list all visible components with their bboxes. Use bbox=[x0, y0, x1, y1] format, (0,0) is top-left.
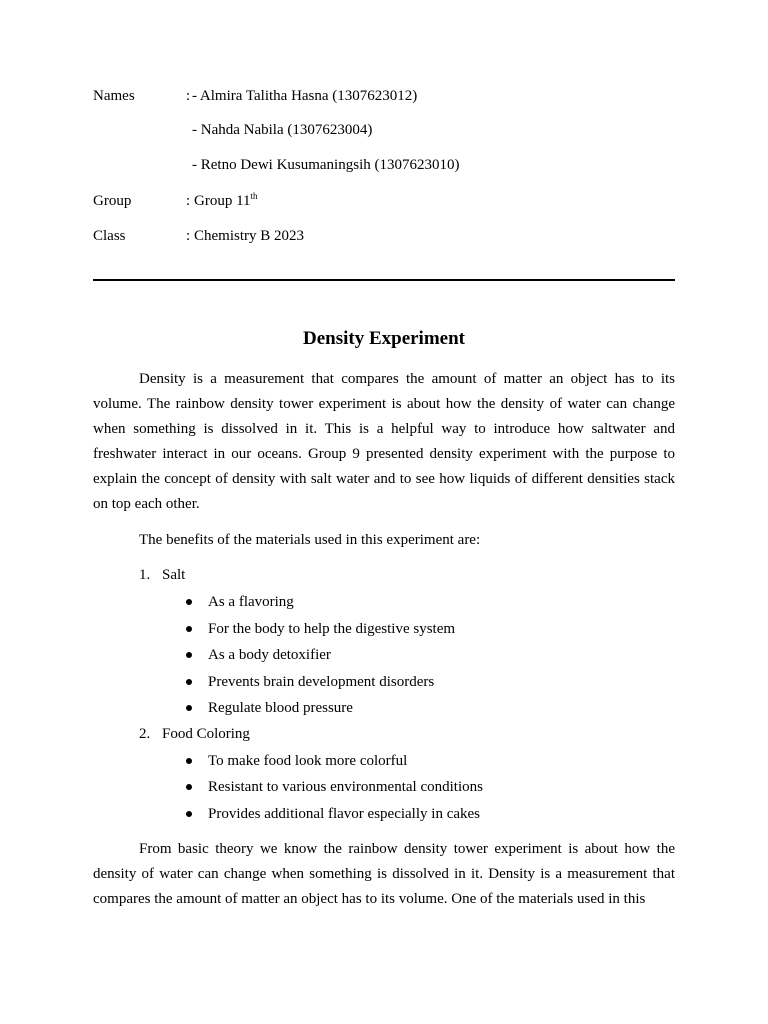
list-item-text: To make food look more colorful bbox=[208, 753, 408, 769]
group-colon: : bbox=[186, 193, 191, 209]
names-label: Names bbox=[93, 88, 135, 104]
list-item-text: Resistant to various environmental conditions bbox=[208, 779, 483, 795]
bullet-icon bbox=[186, 758, 192, 764]
class-row bbox=[93, 226, 675, 246]
group-value-sup: th bbox=[250, 191, 258, 201]
document-page bbox=[93, 0, 675, 1024]
material-name: Food Coloring bbox=[162, 726, 250, 742]
document-title: Density Experiment bbox=[302, 328, 465, 349]
name-2: - Nahda Nabila (1307623004) bbox=[192, 122, 373, 138]
header-divider bbox=[93, 279, 675, 281]
group-label: Group bbox=[93, 193, 132, 209]
material-number: 1. bbox=[139, 567, 151, 583]
names-colon: : bbox=[186, 88, 191, 104]
bullet-icon bbox=[186, 705, 192, 711]
group-value-text: Group 11 bbox=[194, 193, 251, 209]
material-number: 2. bbox=[139, 726, 151, 742]
list-item-text: Provides additional flavor especially in cakes bbox=[208, 806, 480, 822]
name-3: - Retno Dewi Kusumaningsih (1307623010) bbox=[192, 157, 460, 173]
class-colon: : bbox=[186, 228, 191, 244]
bullet-icon bbox=[186, 599, 192, 605]
list-item-text: Prevents brain development disorders bbox=[208, 674, 435, 690]
group-value bbox=[194, 191, 258, 211]
name-1: - Almira Talitha Hasna (1307623012) bbox=[192, 88, 418, 104]
bullet-icon bbox=[186, 626, 192, 632]
bullet-icon bbox=[186, 679, 192, 685]
bullet-icon bbox=[186, 811, 192, 817]
names-row-3 bbox=[93, 155, 675, 175]
benefits-intro: The benefits of the materials used in this experiment are: bbox=[139, 532, 481, 548]
theory-paragraph: From basic theory we know the rainbow density tower experiment is about how the density of water can change when something is dissolved in it. Density is a measurement that compares the amount of matter an object has to its volume. One of the materials used in this bbox=[93, 841, 675, 907]
list-item-text: Regulate blood pressure bbox=[208, 700, 353, 716]
bullet-icon bbox=[186, 652, 192, 658]
intro-paragraph: Density is a measurement that compares the amount of matter an object has to its volume. The rainbow density tower experiment is about how the density of water can change when something is dissolved in it. This is a helpful way to introduce how saltwater and freshwater interact in our oceans. Group 9 presented density experiment with the purpose to explain the concept of density with salt water and to see how liquids of different densities stack on top each other. bbox=[93, 371, 675, 512]
list-item-text: As a body detoxifier bbox=[208, 647, 331, 663]
group-row bbox=[93, 191, 675, 211]
bullet-icon bbox=[186, 784, 192, 790]
class-label: Class bbox=[93, 228, 126, 244]
list-item-text: For the body to help the digestive system bbox=[208, 621, 456, 637]
names-row-2 bbox=[93, 120, 675, 140]
names-row bbox=[93, 86, 675, 106]
list-item-text: As a flavoring bbox=[208, 594, 294, 610]
class-value: Chemistry B 2023 bbox=[194, 228, 305, 244]
material-name: Salt bbox=[162, 567, 186, 583]
